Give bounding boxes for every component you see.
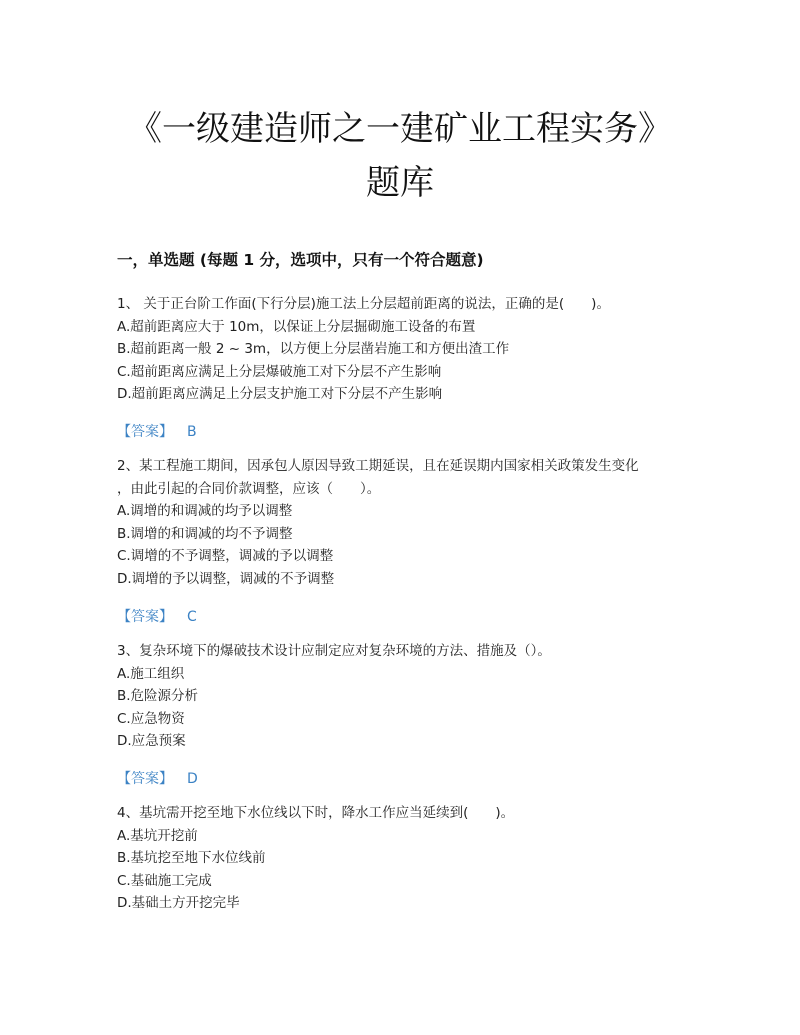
document-title-line-2: 题库	[366, 163, 434, 203]
answer-2	[117, 606, 197, 626]
answer-1	[117, 421, 197, 441]
option-a: A.基坑开挖前	[117, 827, 198, 844]
question-text: 3、复杂环境下的爆破技术设计应制定应对复杂环境的方法、措施及（）。	[117, 643, 551, 659]
section-heading: 一，单选题 (每题 1 分，选项中，只有一个符合题意)	[117, 251, 484, 269]
option-c: C.基础施工完成	[117, 872, 212, 889]
question-text: 2、某工程施工期间，因承包人原因导致工期延误，且在延误期内国家相关政策发生变化	[117, 458, 639, 474]
answer-value: D	[187, 771, 198, 787]
option-c: C.超前距离应满足上分层爆破施工对下分层不产生影响	[117, 363, 442, 380]
option-a: A.超前距离应大于 10m，以保证上分层掘砌施工设备的布置	[117, 318, 476, 335]
question-text-continued: ，由此引起的合同价款调整，应该（ ）。	[117, 480, 381, 497]
question-1	[117, 293, 697, 406]
option-a: A.调增的和调减的均予以调整	[117, 503, 293, 520]
question-3	[117, 640, 697, 753]
answer-label: 【答案】	[117, 609, 173, 625]
option-d: D.超前距离应满足上分层支护施工对下分层不产生影响	[117, 386, 443, 403]
question-2	[117, 455, 697, 591]
question-text: 1、 关于正台阶工作面(下行分层)施工法上分层超前距离的说法，正确的是( )。	[117, 296, 610, 312]
option-b: B.危险源分析	[117, 688, 199, 705]
option-d: D.基础土方开挖完毕	[117, 895, 240, 912]
question-text: 4、基坑需开挖至地下水位线以下时，降水工作应当延续到( )。	[117, 805, 515, 821]
document-title-line-1: 《一级建造师之一建矿业工程实务》	[128, 109, 672, 149]
option-b: B.调增的和调减的均不予调整	[117, 525, 293, 542]
option-d: D.应急预案	[117, 733, 186, 750]
option-d: D.调增的予以调整，调减的不予调整	[117, 570, 335, 587]
answer-value: B	[187, 424, 197, 440]
answer-label: 【答案】	[117, 771, 173, 787]
option-a: A.施工组织	[117, 665, 185, 682]
option-b: B.基坑挖至地下水位线前	[117, 850, 266, 867]
question-4	[117, 802, 697, 915]
option-b: B.超前距离一般 2 ~ 3m，以方便上分层凿岩施工和方便出渣工作	[117, 341, 510, 358]
option-c: C.调增的不予调整，调减的予以调整	[117, 548, 334, 565]
option-c: C.应急物资	[117, 710, 185, 727]
answer-value: C	[187, 609, 197, 625]
answer-label: 【答案】	[117, 424, 173, 440]
answer-3	[117, 768, 198, 788]
